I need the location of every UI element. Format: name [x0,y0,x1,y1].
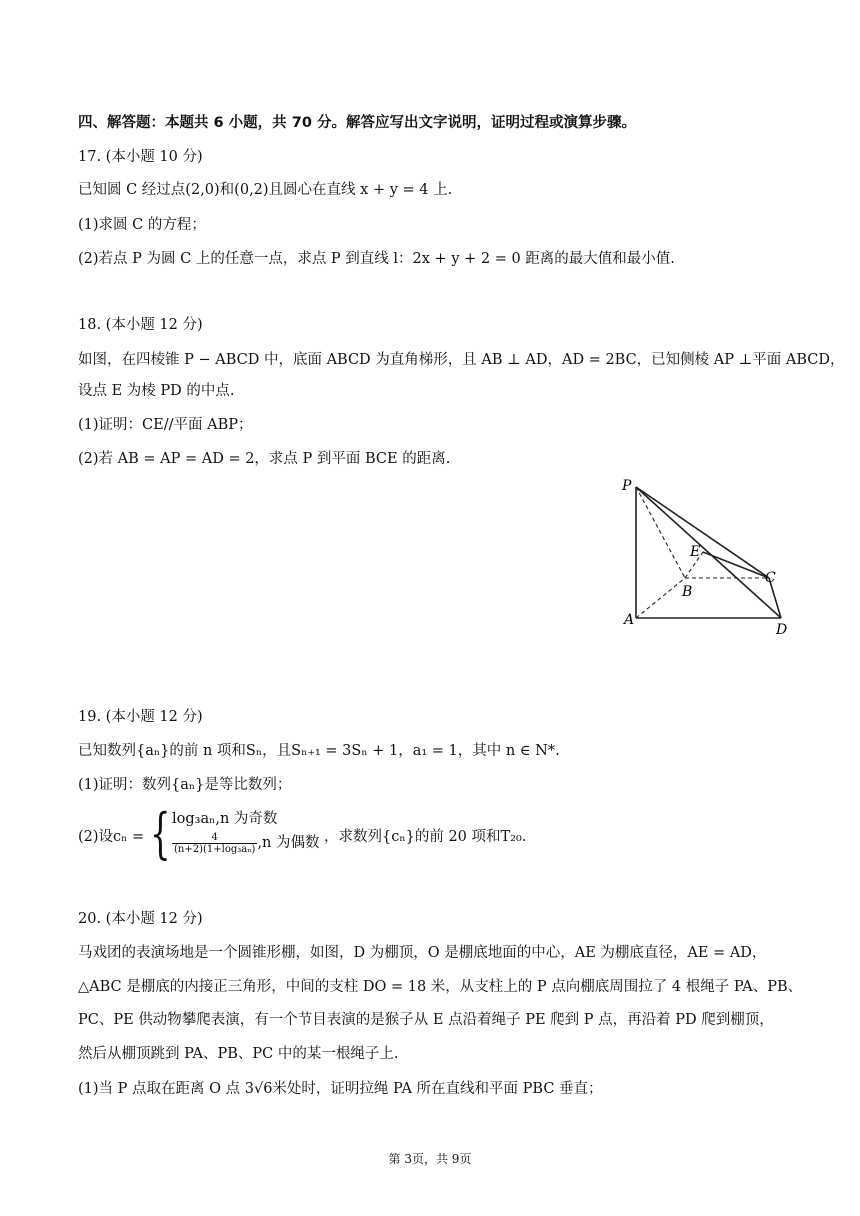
q19-header: 19. (本小题 12 分) [78,709,203,725]
section-heading: 四、解答题：本题共 6 小题，共 70 分。解答应写出文字说明，证明过程或演算步骤。 [78,115,636,131]
label-B: B [682,584,693,600]
q20-header: 20. (本小题 12 分) [78,911,203,927]
label-A: A [624,612,635,628]
q19-part2-suffix: ，求数列{cₙ}的前 20 项和T₂₀. [324,829,527,845]
q19-part2 [78,802,598,865]
q17-part1: (1)求圆 C 的方程； [78,217,206,233]
q19-stem: 已知数列{aₙ}的前 n 项和Sₙ，且Sₙ₊₁ = 3Sₙ + 1，a₁ = 1，其中 n ∈ N*. [78,743,560,759]
label-D: D [776,622,788,638]
q19-part1: (1)证明：数列{aₙ}是等比数列； [78,777,292,793]
q17-header: 17. (本小题 10 分) [78,149,203,165]
q18-part2: (2)若 AB = AP = AD = 2，求点 P 到平面 BCE 的距离. [78,451,451,467]
q19-part2-prefix: (2)设cₙ = [78,829,145,845]
case2-denominator: (n+2)(1+log₃aₙ) [174,843,256,855]
q20-line2: △ABC 是棚底的内接正三角形，中间的支柱 DO = 18 米，从支柱上的 P 点向棚底周围拉了 4 根绳子 PA、PB、 [78,979,803,995]
case2-numerator: 4 [172,832,257,844]
cases-brace: { [150,802,171,865]
q20-line3: PC、PE 供动物攀爬表演，有一个节目表演的是猴子从 E 点沿着绳子 PE 爬到 P 点，再沿着 PD 爬到棚顶， [78,1012,774,1028]
q20-part1: (1)当 P 点取在距离 O 点 3√6米处时，证明拉绳 PA 所在直线和平面 PBC 垂直； [78,1081,603,1097]
page-footer: 第 3页，共 9页 [388,1152,472,1166]
pyramid-figure [618,472,818,642]
q20-line4: 然后从棚顶跳到 PA、PB、PC 中的某一根绳子上. [78,1046,399,1062]
case2-fraction [172,832,257,855]
q18-part1: (1)证明：CE//平面 ABP； [78,417,253,433]
label-C: C [765,570,776,586]
q17-part2: (2)若点 P 为圆 C 上的任意一点，求点 P 到直线 l：2x + y + 2 = 0 距离的最大值和最小值. [78,251,675,267]
q18-stem-line2: 设点 E 为棱 PD 的中点. [78,383,235,399]
label-P: P [622,478,632,494]
q18-stem-line1: 如图，在四棱锥 P − ABCD 中，底面 ABCD 为直角梯形，且 AB ⊥ AD，AD = 2BC，已知侧棱 AP ⊥平面 ABCD， [78,352,845,368]
label-E: E [690,544,701,560]
q19-case2 [172,831,320,855]
q17-stem: 已知圆 C 经过点(2,0)和(0,2)且圆心在直线 x + y = 4 上. [78,182,453,198]
q20-line1: 马戏团的表演场地是一个圆锥形棚，如图，D 为棚顶，O 是棚底地面的中心，AE 为棚底直径，AE = AD， [78,945,767,961]
case2-tail: ,n 为偶数 [257,835,320,851]
q18-header: 18. (本小题 12 分) [78,317,203,333]
q19-case1: log₃aₙ,n 为奇数 [172,811,278,827]
